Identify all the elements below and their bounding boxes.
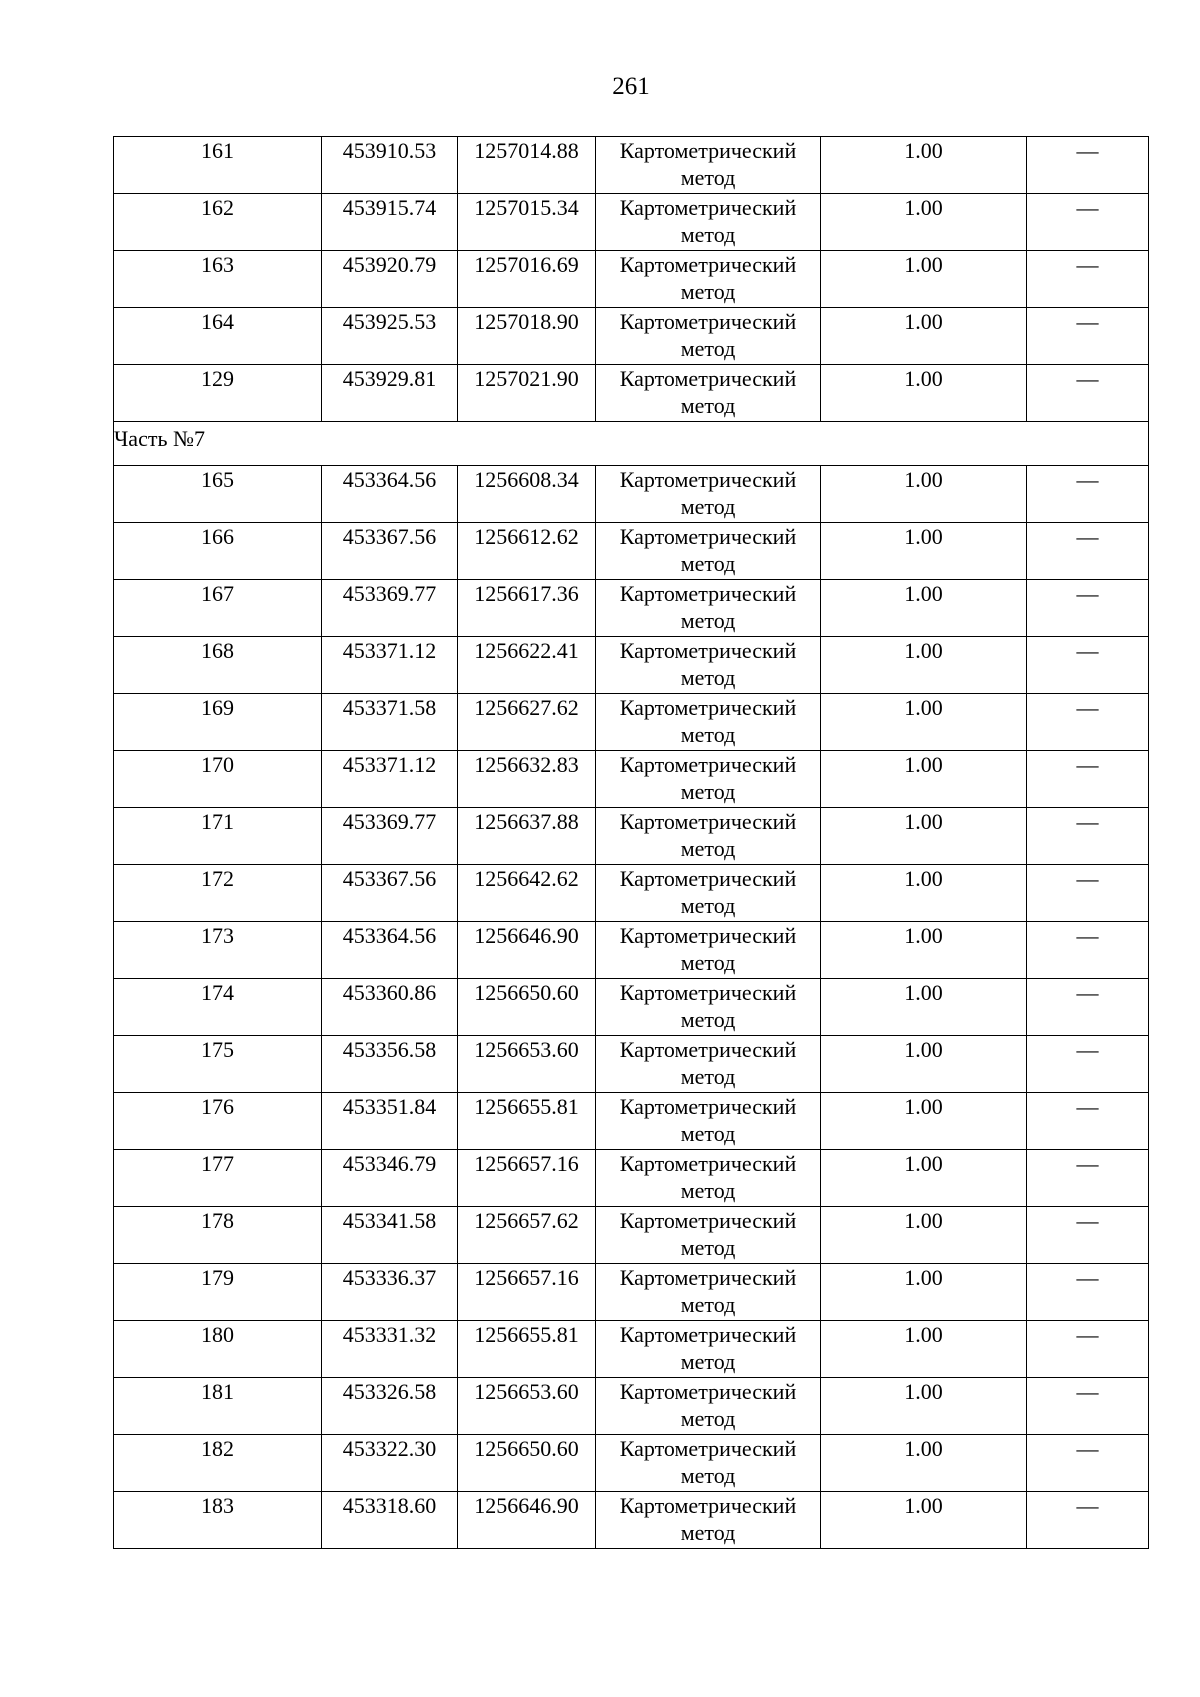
note-cell: —: [1027, 1207, 1149, 1264]
section-label: Часть №7: [114, 422, 1149, 466]
point-number-cell: 178: [114, 1207, 322, 1264]
accuracy-cell: 1.00: [821, 1321, 1027, 1378]
point-number-cell: 182: [114, 1435, 322, 1492]
point-number-cell: 176: [114, 1093, 322, 1150]
accuracy-cell: 1.00: [821, 1492, 1027, 1549]
x-coordinate-cell: 453322.30: [322, 1435, 458, 1492]
table-row: [114, 523, 1149, 580]
point-number-cell: 170: [114, 751, 322, 808]
note-cell: —: [1027, 523, 1149, 580]
x-coordinate-cell: 453356.58: [322, 1036, 458, 1093]
accuracy-cell: 1.00: [821, 1036, 1027, 1093]
table-row: [114, 637, 1149, 694]
y-coordinate-cell: 1257014.88: [458, 137, 596, 194]
table-row: [114, 865, 1149, 922]
table-row: [114, 580, 1149, 637]
table-row: [114, 1435, 1149, 1492]
note-cell: —: [1027, 694, 1149, 751]
method-cell: Картометрический метод: [596, 865, 821, 922]
y-coordinate-cell: 1256657.16: [458, 1264, 596, 1321]
accuracy-cell: 1.00: [821, 308, 1027, 365]
x-coordinate-cell: 453369.77: [322, 808, 458, 865]
point-number-cell: 183: [114, 1492, 322, 1549]
point-number-cell: 129: [114, 365, 322, 422]
y-coordinate-cell: 1256637.88: [458, 808, 596, 865]
point-number-cell: 175: [114, 1036, 322, 1093]
x-coordinate-cell: 453371.12: [322, 751, 458, 808]
table-row: [114, 365, 1149, 422]
table-row: [114, 751, 1149, 808]
note-cell: —: [1027, 808, 1149, 865]
coordinates-table-body: [114, 137, 1149, 1549]
x-coordinate-cell: 453364.56: [322, 466, 458, 523]
table-row: [114, 1264, 1149, 1321]
coordinates-table: [113, 136, 1149, 1549]
note-cell: —: [1027, 365, 1149, 422]
accuracy-cell: 1.00: [821, 580, 1027, 637]
note-cell: —: [1027, 1264, 1149, 1321]
point-number-cell: 161: [114, 137, 322, 194]
y-coordinate-cell: 1256655.81: [458, 1321, 596, 1378]
y-coordinate-cell: 1256627.62: [458, 694, 596, 751]
note-cell: —: [1027, 979, 1149, 1036]
method-cell: Картометрический метод: [596, 1492, 821, 1549]
method-cell: Картометрический метод: [596, 194, 821, 251]
x-coordinate-cell: 453925.53: [322, 308, 458, 365]
point-number-cell: 174: [114, 979, 322, 1036]
x-coordinate-cell: 453371.58: [322, 694, 458, 751]
x-coordinate-cell: 453346.79: [322, 1150, 458, 1207]
x-coordinate-cell: 453326.58: [322, 1378, 458, 1435]
x-coordinate-cell: 453351.84: [322, 1093, 458, 1150]
y-coordinate-cell: 1257016.69: [458, 251, 596, 308]
method-cell: Картометрический метод: [596, 251, 821, 308]
note-cell: —: [1027, 1321, 1149, 1378]
point-number-cell: 169: [114, 694, 322, 751]
method-cell: Картометрический метод: [596, 922, 821, 979]
x-coordinate-cell: 453360.86: [322, 979, 458, 1036]
x-coordinate-cell: 453336.37: [322, 1264, 458, 1321]
note-cell: —: [1027, 308, 1149, 365]
method-cell: Картометрический метод: [596, 1321, 821, 1378]
note-cell: —: [1027, 1378, 1149, 1435]
table-row: [114, 1093, 1149, 1150]
table-row: [114, 922, 1149, 979]
point-number-cell: 173: [114, 922, 322, 979]
table-row: [114, 1492, 1149, 1549]
note-cell: —: [1027, 922, 1149, 979]
method-cell: Картометрический метод: [596, 1207, 821, 1264]
y-coordinate-cell: 1256646.90: [458, 922, 596, 979]
table-row: [114, 251, 1149, 308]
note-cell: —: [1027, 751, 1149, 808]
table-row: [114, 1036, 1149, 1093]
point-number-cell: 165: [114, 466, 322, 523]
x-coordinate-cell: 453371.12: [322, 637, 458, 694]
section-row: [114, 422, 1149, 466]
method-cell: Картометрический метод: [596, 1378, 821, 1435]
point-number-cell: 162: [114, 194, 322, 251]
page-number: 261: [612, 73, 650, 100]
method-cell: Картометрический метод: [596, 808, 821, 865]
method-cell: Картометрический метод: [596, 694, 821, 751]
y-coordinate-cell: 1256655.81: [458, 1093, 596, 1150]
y-coordinate-cell: 1256650.60: [458, 1435, 596, 1492]
y-coordinate-cell: 1256622.41: [458, 637, 596, 694]
method-cell: Картометрический метод: [596, 979, 821, 1036]
accuracy-cell: 1.00: [821, 1264, 1027, 1321]
table-row: [114, 308, 1149, 365]
point-number-cell: 181: [114, 1378, 322, 1435]
accuracy-cell: 1.00: [821, 865, 1027, 922]
y-coordinate-cell: 1256608.34: [458, 466, 596, 523]
point-number-cell: 172: [114, 865, 322, 922]
method-cell: Картометрический метод: [596, 466, 821, 523]
accuracy-cell: 1.00: [821, 523, 1027, 580]
method-cell: Картометрический метод: [596, 1264, 821, 1321]
y-coordinate-cell: 1256657.16: [458, 1150, 596, 1207]
accuracy-cell: 1.00: [821, 637, 1027, 694]
table-row: [114, 1378, 1149, 1435]
note-cell: —: [1027, 1036, 1149, 1093]
accuracy-cell: 1.00: [821, 194, 1027, 251]
accuracy-cell: 1.00: [821, 1150, 1027, 1207]
note-cell: —: [1027, 580, 1149, 637]
x-coordinate-cell: 453318.60: [322, 1492, 458, 1549]
x-coordinate-cell: 453364.56: [322, 922, 458, 979]
point-number-cell: 177: [114, 1150, 322, 1207]
y-coordinate-cell: 1256657.62: [458, 1207, 596, 1264]
accuracy-cell: 1.00: [821, 751, 1027, 808]
accuracy-cell: 1.00: [821, 466, 1027, 523]
table-row: [114, 694, 1149, 751]
x-coordinate-cell: 453369.77: [322, 580, 458, 637]
method-cell: Картометрический метод: [596, 523, 821, 580]
x-coordinate-cell: 453367.56: [322, 523, 458, 580]
accuracy-cell: 1.00: [821, 808, 1027, 865]
x-coordinate-cell: 453367.56: [322, 865, 458, 922]
note-cell: —: [1027, 1492, 1149, 1549]
x-coordinate-cell: 453331.32: [322, 1321, 458, 1378]
accuracy-cell: 1.00: [821, 694, 1027, 751]
x-coordinate-cell: 453920.79: [322, 251, 458, 308]
accuracy-cell: 1.00: [821, 137, 1027, 194]
accuracy-cell: 1.00: [821, 922, 1027, 979]
method-cell: Картометрический метод: [596, 1036, 821, 1093]
y-coordinate-cell: 1256632.83: [458, 751, 596, 808]
accuracy-cell: 1.00: [821, 979, 1027, 1036]
note-cell: —: [1027, 1150, 1149, 1207]
table-row: [114, 979, 1149, 1036]
note-cell: —: [1027, 194, 1149, 251]
method-cell: Картометрический метод: [596, 751, 821, 808]
accuracy-cell: 1.00: [821, 1207, 1027, 1264]
note-cell: —: [1027, 466, 1149, 523]
y-coordinate-cell: 1256617.36: [458, 580, 596, 637]
accuracy-cell: 1.00: [821, 1435, 1027, 1492]
table-row: [114, 808, 1149, 865]
table-row: [114, 466, 1149, 523]
point-number-cell: 166: [114, 523, 322, 580]
method-cell: Картометрический метод: [596, 1093, 821, 1150]
y-coordinate-cell: 1256642.62: [458, 865, 596, 922]
point-number-cell: 179: [114, 1264, 322, 1321]
method-cell: Картометрический метод: [596, 137, 821, 194]
y-coordinate-cell: 1256653.60: [458, 1378, 596, 1435]
note-cell: —: [1027, 137, 1149, 194]
point-number-cell: 164: [114, 308, 322, 365]
method-cell: Картометрический метод: [596, 637, 821, 694]
point-number-cell: 180: [114, 1321, 322, 1378]
method-cell: Картометрический метод: [596, 308, 821, 365]
note-cell: —: [1027, 1093, 1149, 1150]
table-row: [114, 1321, 1149, 1378]
y-coordinate-cell: 1256612.62: [458, 523, 596, 580]
note-cell: —: [1027, 251, 1149, 308]
method-cell: Картометрический метод: [596, 580, 821, 637]
accuracy-cell: 1.00: [821, 365, 1027, 422]
point-number-cell: 168: [114, 637, 322, 694]
table-row: [114, 137, 1149, 194]
note-cell: —: [1027, 637, 1149, 694]
y-coordinate-cell: 1256650.60: [458, 979, 596, 1036]
method-cell: Картометрический метод: [596, 1435, 821, 1492]
note-cell: —: [1027, 1435, 1149, 1492]
accuracy-cell: 1.00: [821, 251, 1027, 308]
x-coordinate-cell: 453341.58: [322, 1207, 458, 1264]
point-number-cell: 167: [114, 580, 322, 637]
x-coordinate-cell: 453915.74: [322, 194, 458, 251]
note-cell: —: [1027, 865, 1149, 922]
y-coordinate-cell: 1256646.90: [458, 1492, 596, 1549]
table-row: [114, 1207, 1149, 1264]
accuracy-cell: 1.00: [821, 1378, 1027, 1435]
accuracy-cell: 1.00: [821, 1093, 1027, 1150]
x-coordinate-cell: 453910.53: [322, 137, 458, 194]
table-row: [114, 194, 1149, 251]
y-coordinate-cell: 1257021.90: [458, 365, 596, 422]
table-row: [114, 1150, 1149, 1207]
method-cell: Картометрический метод: [596, 365, 821, 422]
x-coordinate-cell: 453929.81: [322, 365, 458, 422]
point-number-cell: 171: [114, 808, 322, 865]
y-coordinate-cell: 1257018.90: [458, 308, 596, 365]
y-coordinate-cell: 1256653.60: [458, 1036, 596, 1093]
point-number-cell: 163: [114, 251, 322, 308]
y-coordinate-cell: 1257015.34: [458, 194, 596, 251]
method-cell: Картометрический метод: [596, 1150, 821, 1207]
